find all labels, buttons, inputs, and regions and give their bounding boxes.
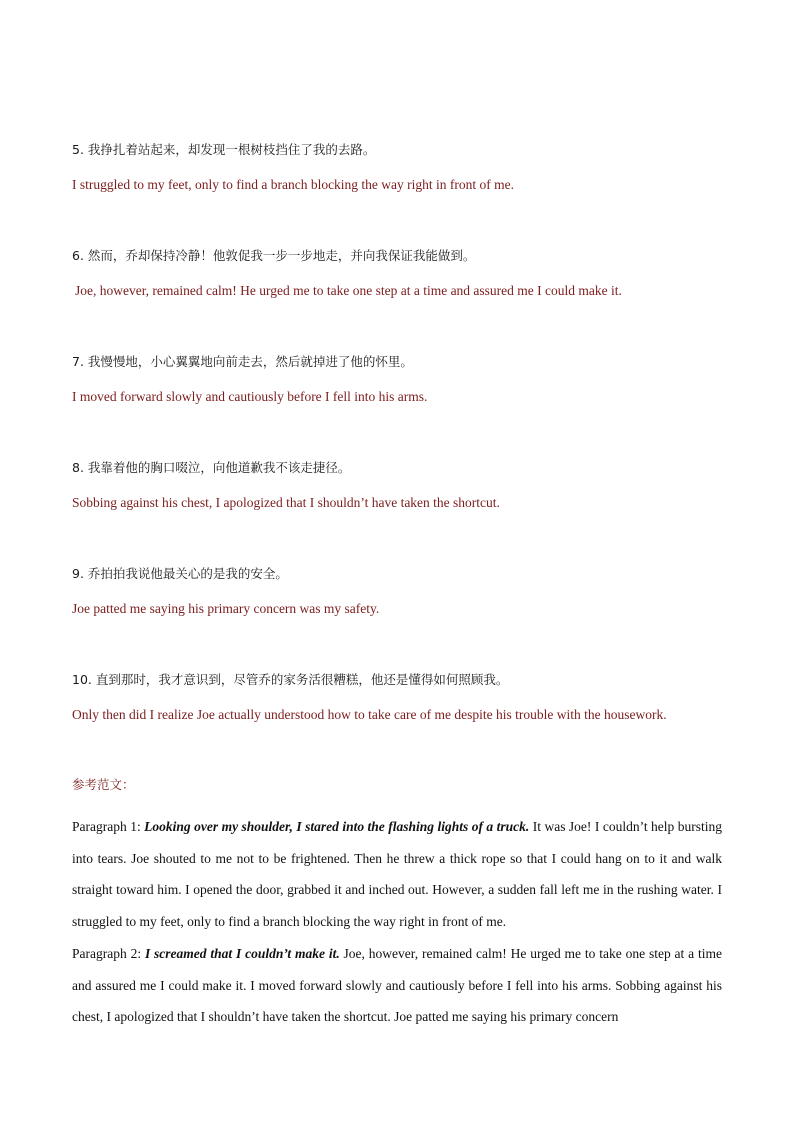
essay-paragraph-1 [72, 811, 722, 938]
paragraph-body: It was Joe! I couldn’t help bursting into tears. Joe shouted to me not to be frightened. Then he threw a thick rope so that I could hang on to it and walk straight toward him. I opened the door, grabbed it and inched out. However, a sudden fall left me in the rushing water. I struggled to my feet, only to find a branch blocking the way right in front of me. [72, 819, 722, 930]
paragraph-label: Paragraph 1: [72, 819, 145, 834]
translation-item-7 [72, 354, 732, 404]
english-translation: I moved forward slowly and cautiously before I fell into his arms. [72, 389, 428, 404]
translation-item-10 [72, 672, 732, 722]
paragraph-lead-sentence: Looking over my shoulder, I stared into the flashing lights of a truck. [144, 819, 530, 834]
translation-item-8 [72, 460, 732, 510]
english-translation: I struggled to my feet, only to find a branch blocking the way right in front of me. [72, 177, 515, 192]
reference-essay [72, 811, 722, 1033]
reference-essay-heading: 参考范文： [72, 777, 135, 792]
chinese-sentence: 5. 我挣扎着站起来，却发现一根树枝挡住了我的去路。 [72, 142, 376, 157]
english-translation: Joe, however, remained calm! He urged me to take one step at a time and assured me I could make it. [75, 283, 622, 298]
essay-paragraph-2 [72, 938, 722, 1033]
chinese-sentence: 9. 乔拍拍我说他最关心的是我的安全。 [72, 566, 288, 581]
translation-item-5 [72, 142, 732, 192]
chinese-sentence: 10. 直到那时，我才意识到，尽管乔的家务活很糟糕，他还是懂得如何照顾我。 [72, 672, 509, 687]
translation-item-9 [72, 566, 732, 616]
chinese-sentence: 8. 我靠着他的胸口啜泣，向他道歉我不该走捷径。 [72, 460, 351, 475]
english-translation: Joe patted me saying his primary concern was my safety. [72, 601, 380, 616]
chinese-sentence: 6. 然而，乔却保持冷静！他敦促我一步一步地走，并向我保证我能做到。 [72, 248, 476, 263]
chinese-sentence: 7. 我慢慢地，小心翼翼地向前走去，然后就掉进了他的怀里。 [72, 354, 413, 369]
english-translation: Only then did I realize Joe actually understood how to take care of me despite his trouble with the housework. [72, 707, 667, 722]
paragraph-lead-sentence: I screamed that I couldn’t make it. [144, 945, 340, 961]
english-translation: Sobbing against his chest, I apologized that I shouldn’t have taken the shortcut. [72, 495, 500, 510]
paragraph-label: Paragraph 2: [72, 945, 145, 961]
translation-item-6 [72, 248, 732, 298]
paragraph-body: Joe, however, remained calm! He urged me to take one step at a time and assured me I could make it. I moved forward slowly and cautiously before I fell into his arms. Sobbing against his chest, I apologized that I shouldn’t have taken the shortcut. Joe patted me saying his primary concern [72, 945, 722, 1025]
